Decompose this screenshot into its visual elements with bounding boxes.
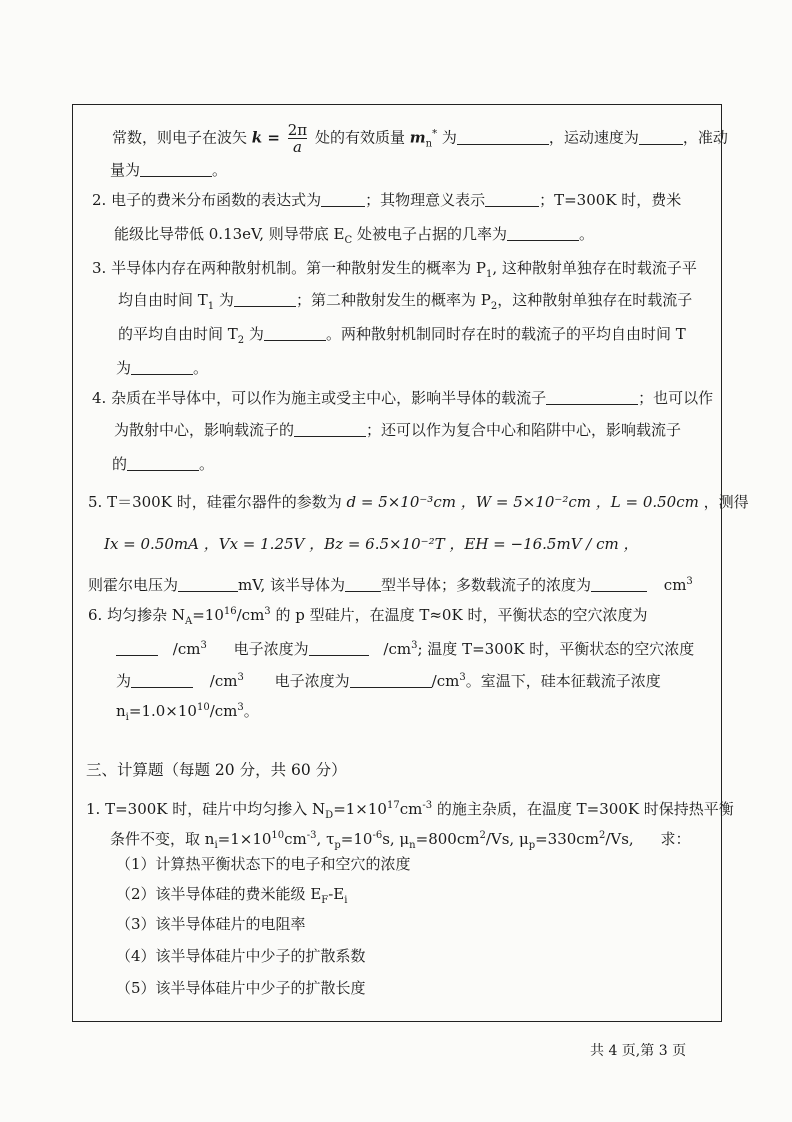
q1-cont-line1: 常数，则电子在波矢 k = $\frac{2\pi}{a}$ 处的有效质量 $m_n^*$ 为 ，运动速度为 ，准动	[112, 121, 728, 156]
q5-line3: 则霍尔电压为 mV, 该半导体为 型半导体；多数载流子的浓度为 $cm^3$	[88, 576, 693, 594]
s3-q1-line2: 条件不变，取 $n_i=1\times 10^{10}cm^{-3}$, $\tau_p=10^{-6}s$, $\mu_n=800cm^2/Vs$, $\mu_p=330cm^2/Vs$, 求：	[110, 830, 691, 851]
q6-line1: 6. 均匀掺杂 $N_A=10^{16}/cm^3$ 的 p 型硅片，在温度 T≈0K 时，平衡状态的空穴浓度为	[88, 606, 648, 627]
q3-line1: 3. 半导体内存在两种散射机制。第一种散射发生的概率为 $P_1$, 这种散射单独存在时载流子平	[92, 259, 697, 280]
section3-title: 三、计算题（每题 20 分，共 60 分）	[86, 761, 347, 779]
q6-line2: $/cm^3$ 电子浓度为 $/cm^3$; 温度 T=300K 时，平衡状态的空穴浓度	[116, 636, 694, 659]
s3-item-1: （1）计算热平衡状态下的电子和空穴的浓度	[116, 855, 411, 873]
q3-line4: 为 。	[116, 359, 209, 377]
page-footer: 共 4 页,第 3 页	[590, 1043, 687, 1059]
q4-line1: 4. 杂质在半导体中，可以作为施主或受主中心，影响半导体的载流子 ；也可以作	[92, 389, 714, 407]
q2-line2: 能级比导带低 0.13eV, 则导带底 $E_C$ 处被电子占据的几率为 。	[114, 225, 594, 246]
q5-line1: 5. T＝300K 时，硅霍尔器件的参数为 d = 5×10⁻³cm ，W = 5×10⁻²cm ，L = 0.50cm ，测得	[88, 493, 749, 511]
q4-line2: 为散射中心，影响载流子的 ；还可以作为复合中心和陷阱中心，影响载流子	[114, 421, 682, 439]
s3-q1-line1: 1. T=300K 时，硅片中均匀掺入 $N_D=1\times 10^{17}cm^{-3}$ 的施主杂质，在温度 T=300K 时保持热平衡	[86, 800, 734, 821]
q3-line2: 均自由时间 $T_1$ 为 ；第二种散射发生的概率为 $P_2$，这种散射单独存在时载流子	[118, 291, 693, 312]
q3-line3: 的平均自由时间 $T_2$ 为 。两种散射机制同时存在时的载流子的平均自由时间 T	[118, 325, 686, 346]
q5-line2: Ix = 0.50mA ，Vx = 1.25V ，Bz = 6.5×10⁻²T ，EH = −16.5mV / cm ，	[104, 535, 639, 553]
q1-cont-line2: 量为 。	[110, 161, 228, 179]
q6-line4: $n_i=1.0\times 10^{10}/cm^3$。	[116, 702, 259, 723]
s3-item-4: （4）该半导体硅片中少子的扩散系数	[116, 947, 366, 965]
q6-line3: 为 $/cm^3$ 电子浓度为 $/cm^3$。室温下，硅本征载流子浓度	[116, 672, 661, 690]
s3-item-2: （2）该半导体硅的费米能级 $E_F-E_i$	[116, 885, 348, 906]
s3-item-5: （5）该半导体硅片中少子的扩散长度	[116, 979, 366, 997]
q2-line1: 2. 电子的费米分布函数的表达式为 ；其物理意义表示 ；T=300K 时，费米	[92, 191, 682, 209]
s3-item-3: （3）该半导体硅片的电阻率	[116, 915, 306, 933]
q4-line3: 的 。	[112, 455, 215, 473]
